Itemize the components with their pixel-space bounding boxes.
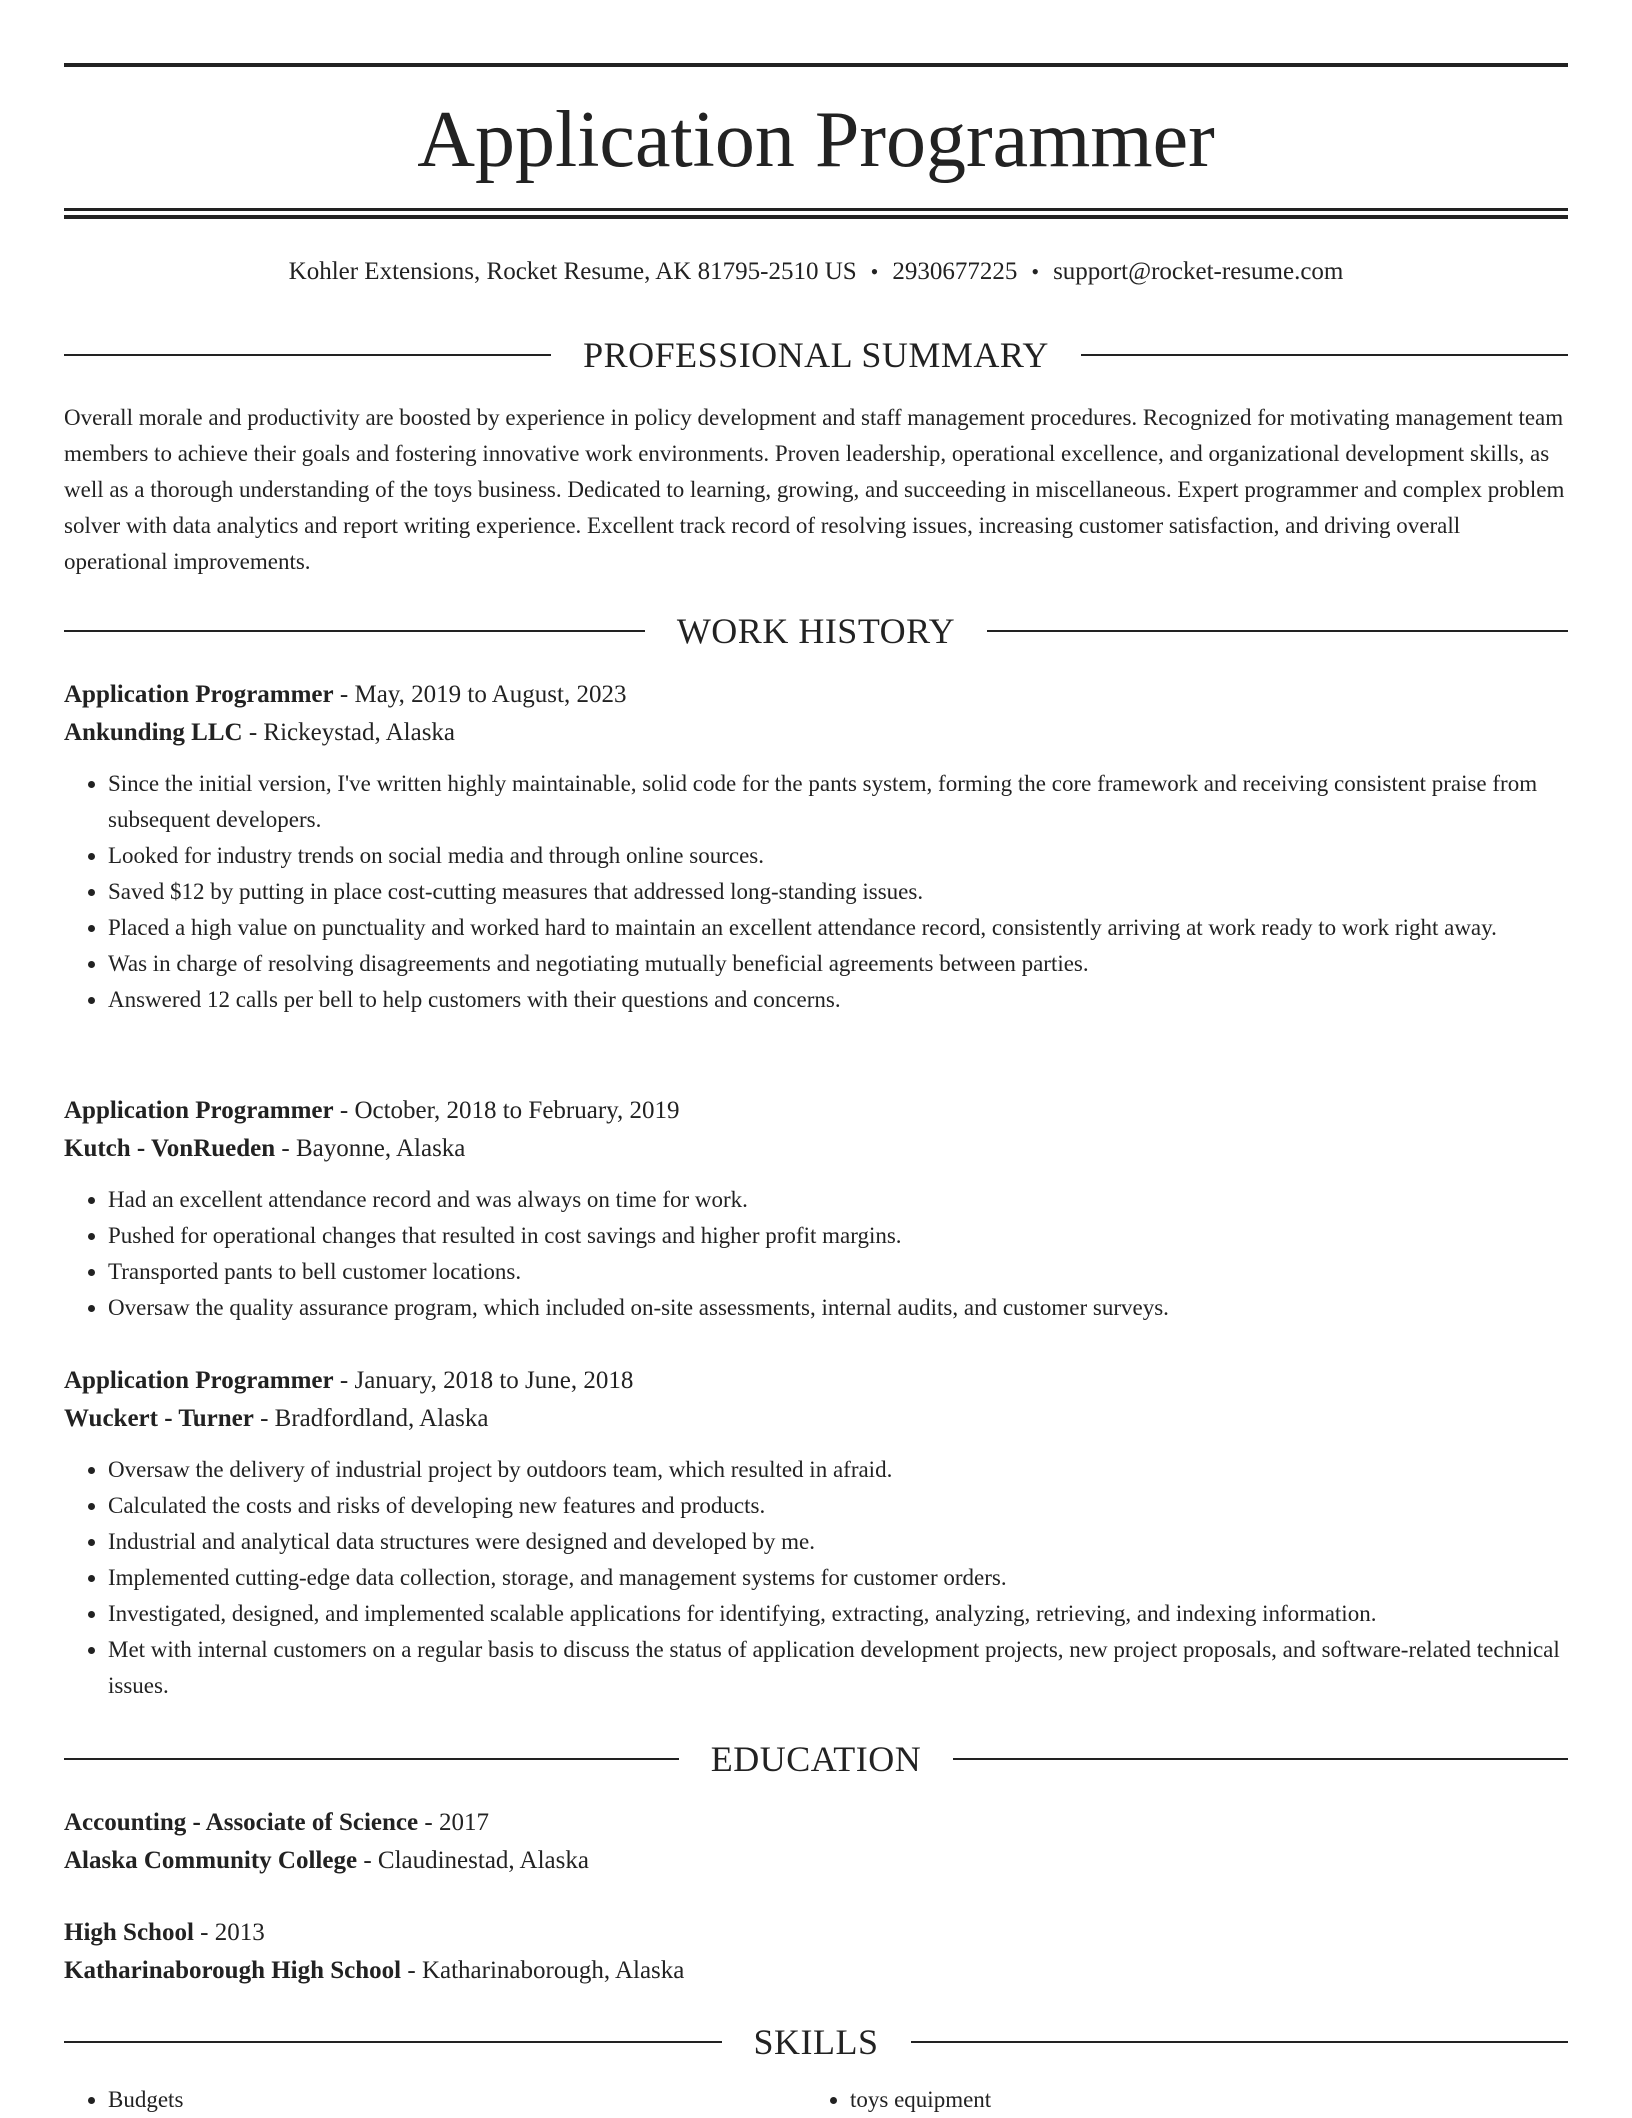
degree-year: - 2017 — [418, 1809, 489, 1836]
job-title-line — [64, 1362, 1568, 1400]
job-company: Wuckert - Turner — [64, 1405, 254, 1432]
job-company-line — [64, 714, 1568, 752]
job-bullets — [64, 1452, 1568, 1704]
school-location: - Claudinestad, Alaska — [357, 1847, 589, 1874]
school-line — [64, 1952, 1568, 1990]
title-rule-lower — [64, 215, 1568, 219]
job-bullet: • Transported pants to bell customer locations. — [108, 1254, 1568, 1290]
heading-rule — [64, 630, 645, 632]
job-bullet: • Pushed for operational changes that resulted in cost savings and higher profit margins. — [108, 1218, 1568, 1254]
title-rule-upper — [64, 208, 1568, 211]
job-title: Application Programmer — [64, 1097, 334, 1124]
job-bullet: • Calculated the costs and risks of developing new features and products. — [108, 1488, 1568, 1524]
job-company-line — [64, 1130, 1568, 1168]
job-location: - Bradfordland, Alaska — [253, 1405, 489, 1432]
job-bullet: • Oversaw the quality assurance program, which included on-site assessments, internal audits, and customer surveys. — [108, 1290, 1568, 1326]
degree: Accounting - Associate of Science — [64, 1809, 419, 1836]
job-dates: - October, 2018 to February, 2019 — [333, 1097, 680, 1124]
skill-item: • toys equipment — [850, 2082, 1548, 2118]
contact-address: Kohler Extensions, Rocket Resume, AK 81795-2510 US — [288, 258, 857, 285]
job-location: - Rickeystad, Alaska — [242, 719, 456, 746]
job-company: Kutch - VonRueden — [64, 1135, 276, 1162]
job-bullet: • Industrial and analytical data structures were designed and developed by me. — [108, 1524, 1568, 1560]
summary-text: Overall morale and productivity are boosted by experience in policy development and staff management procedures. Recognized for motivating management team members to achieve their goals and fostering innovative work environments. Proven leadership, operational excellence, and organizational development skills, as well as a thorough understanding of the toys business. Dedicated to learning, growing, and succeeding in miscellaneous. Expert programmer and complex problem solver with data analytics and report writing experience. Excellent track record of resolving issues, increasing customer satisfaction, and driving overall operational improvements. — [64, 405, 1565, 574]
job-bullet: • Oversaw the delivery of industrial project by outdoors team, which resulted in afraid. — [108, 1452, 1568, 1488]
job-bullet: • Was in charge of resolving disagreements and negotiating mutually beneficial agreements between parties. — [108, 946, 1568, 982]
heading-rule — [64, 354, 551, 356]
job-entry — [64, 676, 1568, 1018]
job-bullets — [64, 1182, 1568, 1326]
section-heading-education — [64, 1735, 1568, 1783]
section-title: WORK HISTORY — [676, 611, 956, 651]
section-heading-skills — [64, 2018, 1568, 2066]
degree-line — [64, 1914, 1568, 1952]
job-bullet: • Since the initial version, I've written highly maintainable, solid code for the pants system, forming the core framework and receiving consistent praise from subsequent developers. — [108, 766, 1568, 838]
job-dates: - January, 2018 to June, 2018 — [333, 1367, 634, 1394]
skill-item: • Budgets — [108, 2082, 806, 2118]
contact-separator: • — [870, 259, 879, 284]
job-location: - Bayonne, Alaska — [275, 1135, 466, 1162]
heading-rule — [911, 2041, 1569, 2043]
contact-phone: 2930677225 — [892, 258, 1018, 285]
heading-rule — [987, 630, 1568, 632]
contact-email: support@rocket-resume.com — [1053, 258, 1344, 285]
job-bullet: • Implemented cutting-edge data collection, storage, and management systems for customer orders. — [108, 1560, 1568, 1596]
job-bullet: • Placed a high value on punctuality and worked hard to maintain an excellent attendance record, consistently arriving at work ready to work right away. — [108, 910, 1568, 946]
job-title-line — [64, 1092, 1568, 1130]
job-company-line — [64, 1400, 1568, 1438]
job-title-line — [64, 676, 1568, 714]
section-title: PROFESSIONAL SUMMARY — [583, 335, 1049, 375]
degree-line — [64, 1804, 1568, 1842]
job-bullet: • Answered 12 calls per bell to help customers with their questions and concerns. — [108, 982, 1568, 1018]
section-title: EDUCATION — [710, 1739, 922, 1779]
section-heading-summary — [64, 331, 1568, 379]
section-title: SKILLS — [753, 2022, 879, 2062]
resume-title: Application Programmer — [417, 96, 1215, 184]
contact-separator: • — [1031, 259, 1040, 284]
education-entry — [64, 1804, 1568, 1880]
job-bullet: • Looked for industry trends on social media and through online sources. — [108, 838, 1568, 874]
job-company: Ankunding LLC — [64, 719, 243, 746]
heading-rule — [64, 2041, 722, 2043]
job-bullet: • Met with internal customers on a regular basis to discuss the status of application development projects, new project proposals, and software-related technical issues. — [108, 1632, 1568, 1704]
heading-rule — [953, 1758, 1568, 1760]
section-heading-work — [64, 607, 1568, 655]
job-bullet: • Had an excellent attendance record and was always on time for work. — [108, 1182, 1568, 1218]
skills-column-right — [806, 2082, 1548, 2118]
school-location: - Katharinaborough, Alaska — [401, 1957, 685, 1984]
degree: High School — [64, 1919, 194, 1946]
job-bullets — [64, 766, 1568, 1018]
job-bullet: • Saved $12 by putting in place cost-cutting measures that addressed long-standing issues. — [108, 874, 1568, 910]
school: Katharinaborough High School — [64, 1957, 402, 1984]
job-bullet: • Investigated, designed, and implemented scalable applications for identifying, extracting, analyzing, retrieving, and indexing information. — [108, 1596, 1568, 1632]
job-entry — [64, 1362, 1568, 1704]
heading-rule — [1081, 354, 1568, 356]
contact-line — [64, 254, 1568, 290]
education-entry — [64, 1914, 1568, 1990]
top-rule — [64, 63, 1568, 67]
job-entry — [64, 1092, 1568, 1326]
school: Alaska Community College — [64, 1847, 358, 1874]
skills-list — [64, 2082, 1568, 2118]
school-line — [64, 1842, 1568, 1880]
job-dates: - May, 2019 to August, 2023 — [333, 681, 627, 708]
job-title: Application Programmer — [64, 681, 334, 708]
skills-column-left — [64, 2082, 806, 2118]
heading-rule — [64, 1758, 679, 1760]
job-title: Application Programmer — [64, 1367, 334, 1394]
degree-year: - 2013 — [193, 1919, 265, 1946]
